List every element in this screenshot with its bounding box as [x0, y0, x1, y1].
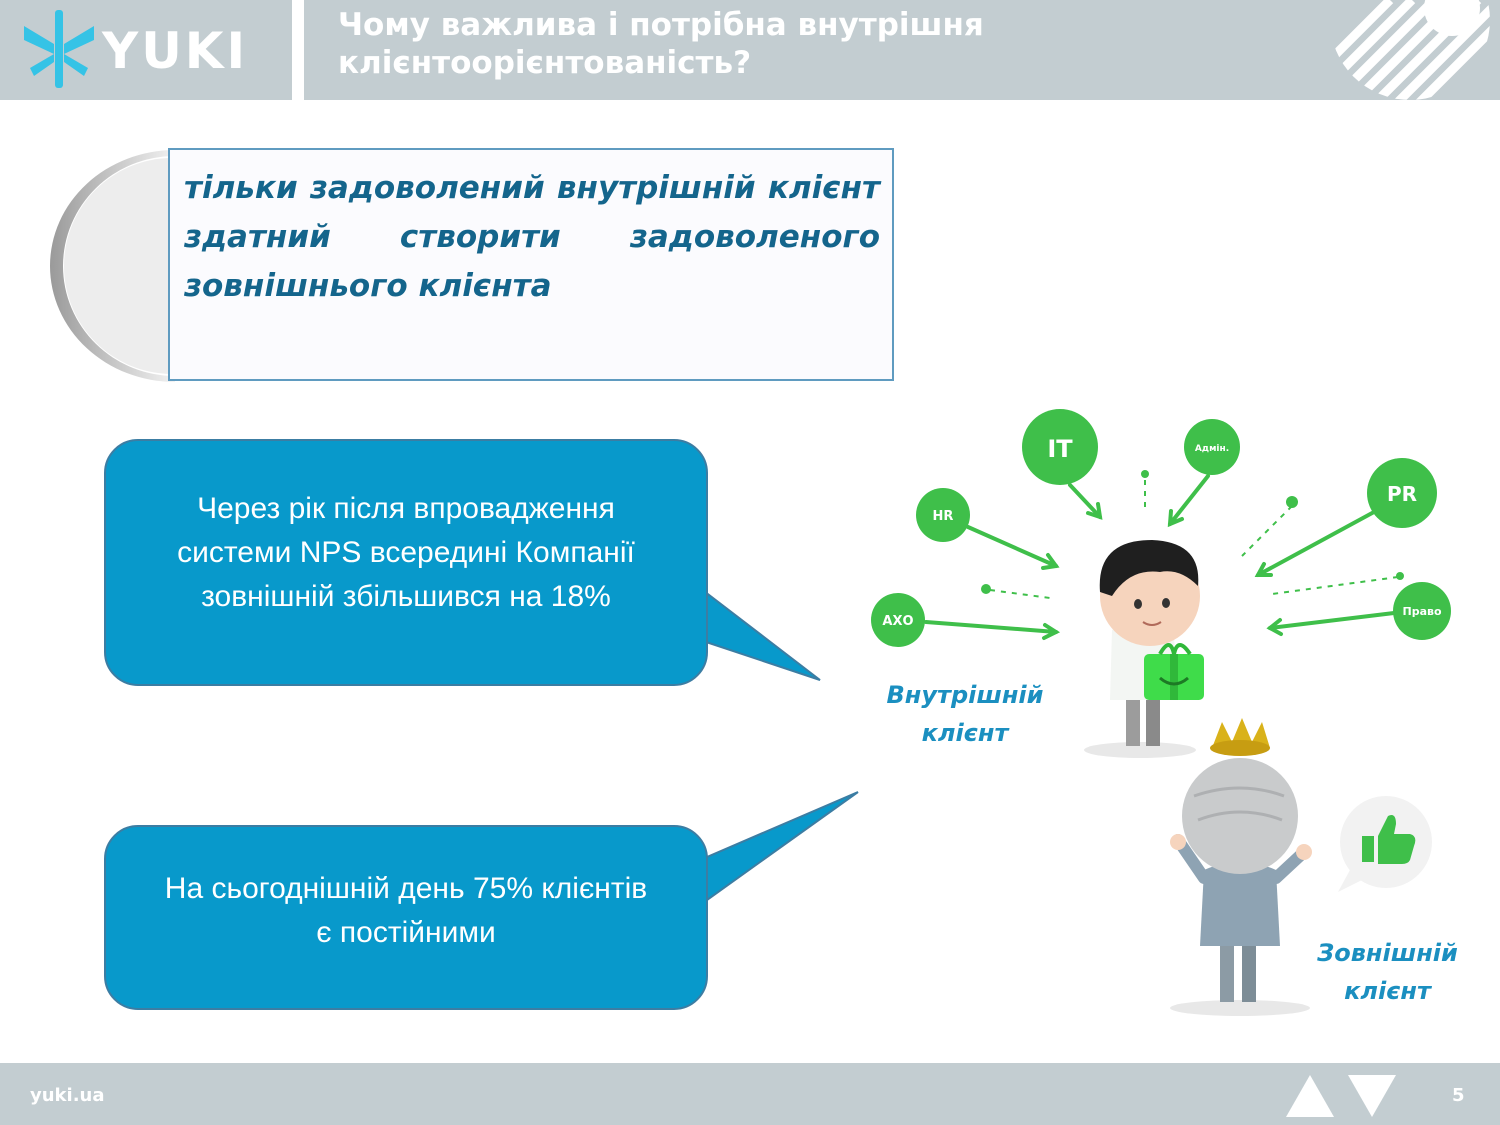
quote-card [168, 148, 894, 381]
next-slide-arrow-icon[interactable] [1346, 1073, 1398, 1119]
loyal-clients-callout [104, 825, 708, 1010]
header-divider [292, 0, 304, 100]
thumbs-up-bubble [1338, 796, 1432, 892]
internal-client-label-line2: клієнт [921, 719, 1009, 747]
footer-url[interactable]: yuki.ua [30, 1085, 105, 1106]
slide-footer [0, 1063, 1500, 1125]
slide-title [338, 6, 1238, 82]
callout-1-line3: зовнішній збільшився на 18% [201, 579, 611, 613]
slide-header [0, 0, 1500, 100]
callout-2-line2: є постійними [316, 915, 496, 949]
callout-2-line1: На сьогоднішній день 75% клієнтів [164, 871, 648, 905]
yuki-logo-icon [24, 10, 94, 88]
department-label-hr: HR [932, 509, 954, 524]
yuki-logo [24, 10, 274, 88]
corner-decoration [1320, 0, 1500, 100]
external-client-label [1300, 934, 1475, 1010]
department-label-axo: АХО [882, 614, 914, 629]
callout-1-line2: системи NPS всередині Компанії [177, 535, 635, 569]
nps-growth-callout [104, 439, 708, 686]
department-label-pravo: Право [1402, 605, 1442, 618]
internal-client-figure [1084, 540, 1204, 758]
page-number: 5 [1452, 1085, 1465, 1106]
internal-client-label-line1: Внутрішній [886, 681, 1044, 709]
external-client-figure [1170, 718, 1312, 1016]
department-label-it: IT [1047, 435, 1073, 463]
department-label-admin: Адмін. [1194, 444, 1230, 454]
logo-wordmark: YUKI [102, 22, 249, 80]
previous-slide-arrow-icon[interactable] [1284, 1073, 1336, 1119]
quote-text: тільки задоволений внутрішній клієнт здатний створити задоволеного зовнішнього клієнта [184, 170, 880, 304]
callout-1-line1: Через рік після впровадження [197, 491, 615, 525]
external-client-label-line1: Зовнішній [1317, 939, 1458, 967]
department-label-pr: PR [1386, 482, 1418, 506]
slide-title-line2: клієнтоорієнтованість? [338, 45, 752, 81]
internal-client-label [860, 676, 1070, 752]
slide-title-line1: Чому важлива і потрібна внутрішня [338, 7, 984, 43]
external-client-label-line2: клієнт [1344, 977, 1431, 1005]
thumbs-up-icon [1362, 836, 1374, 862]
